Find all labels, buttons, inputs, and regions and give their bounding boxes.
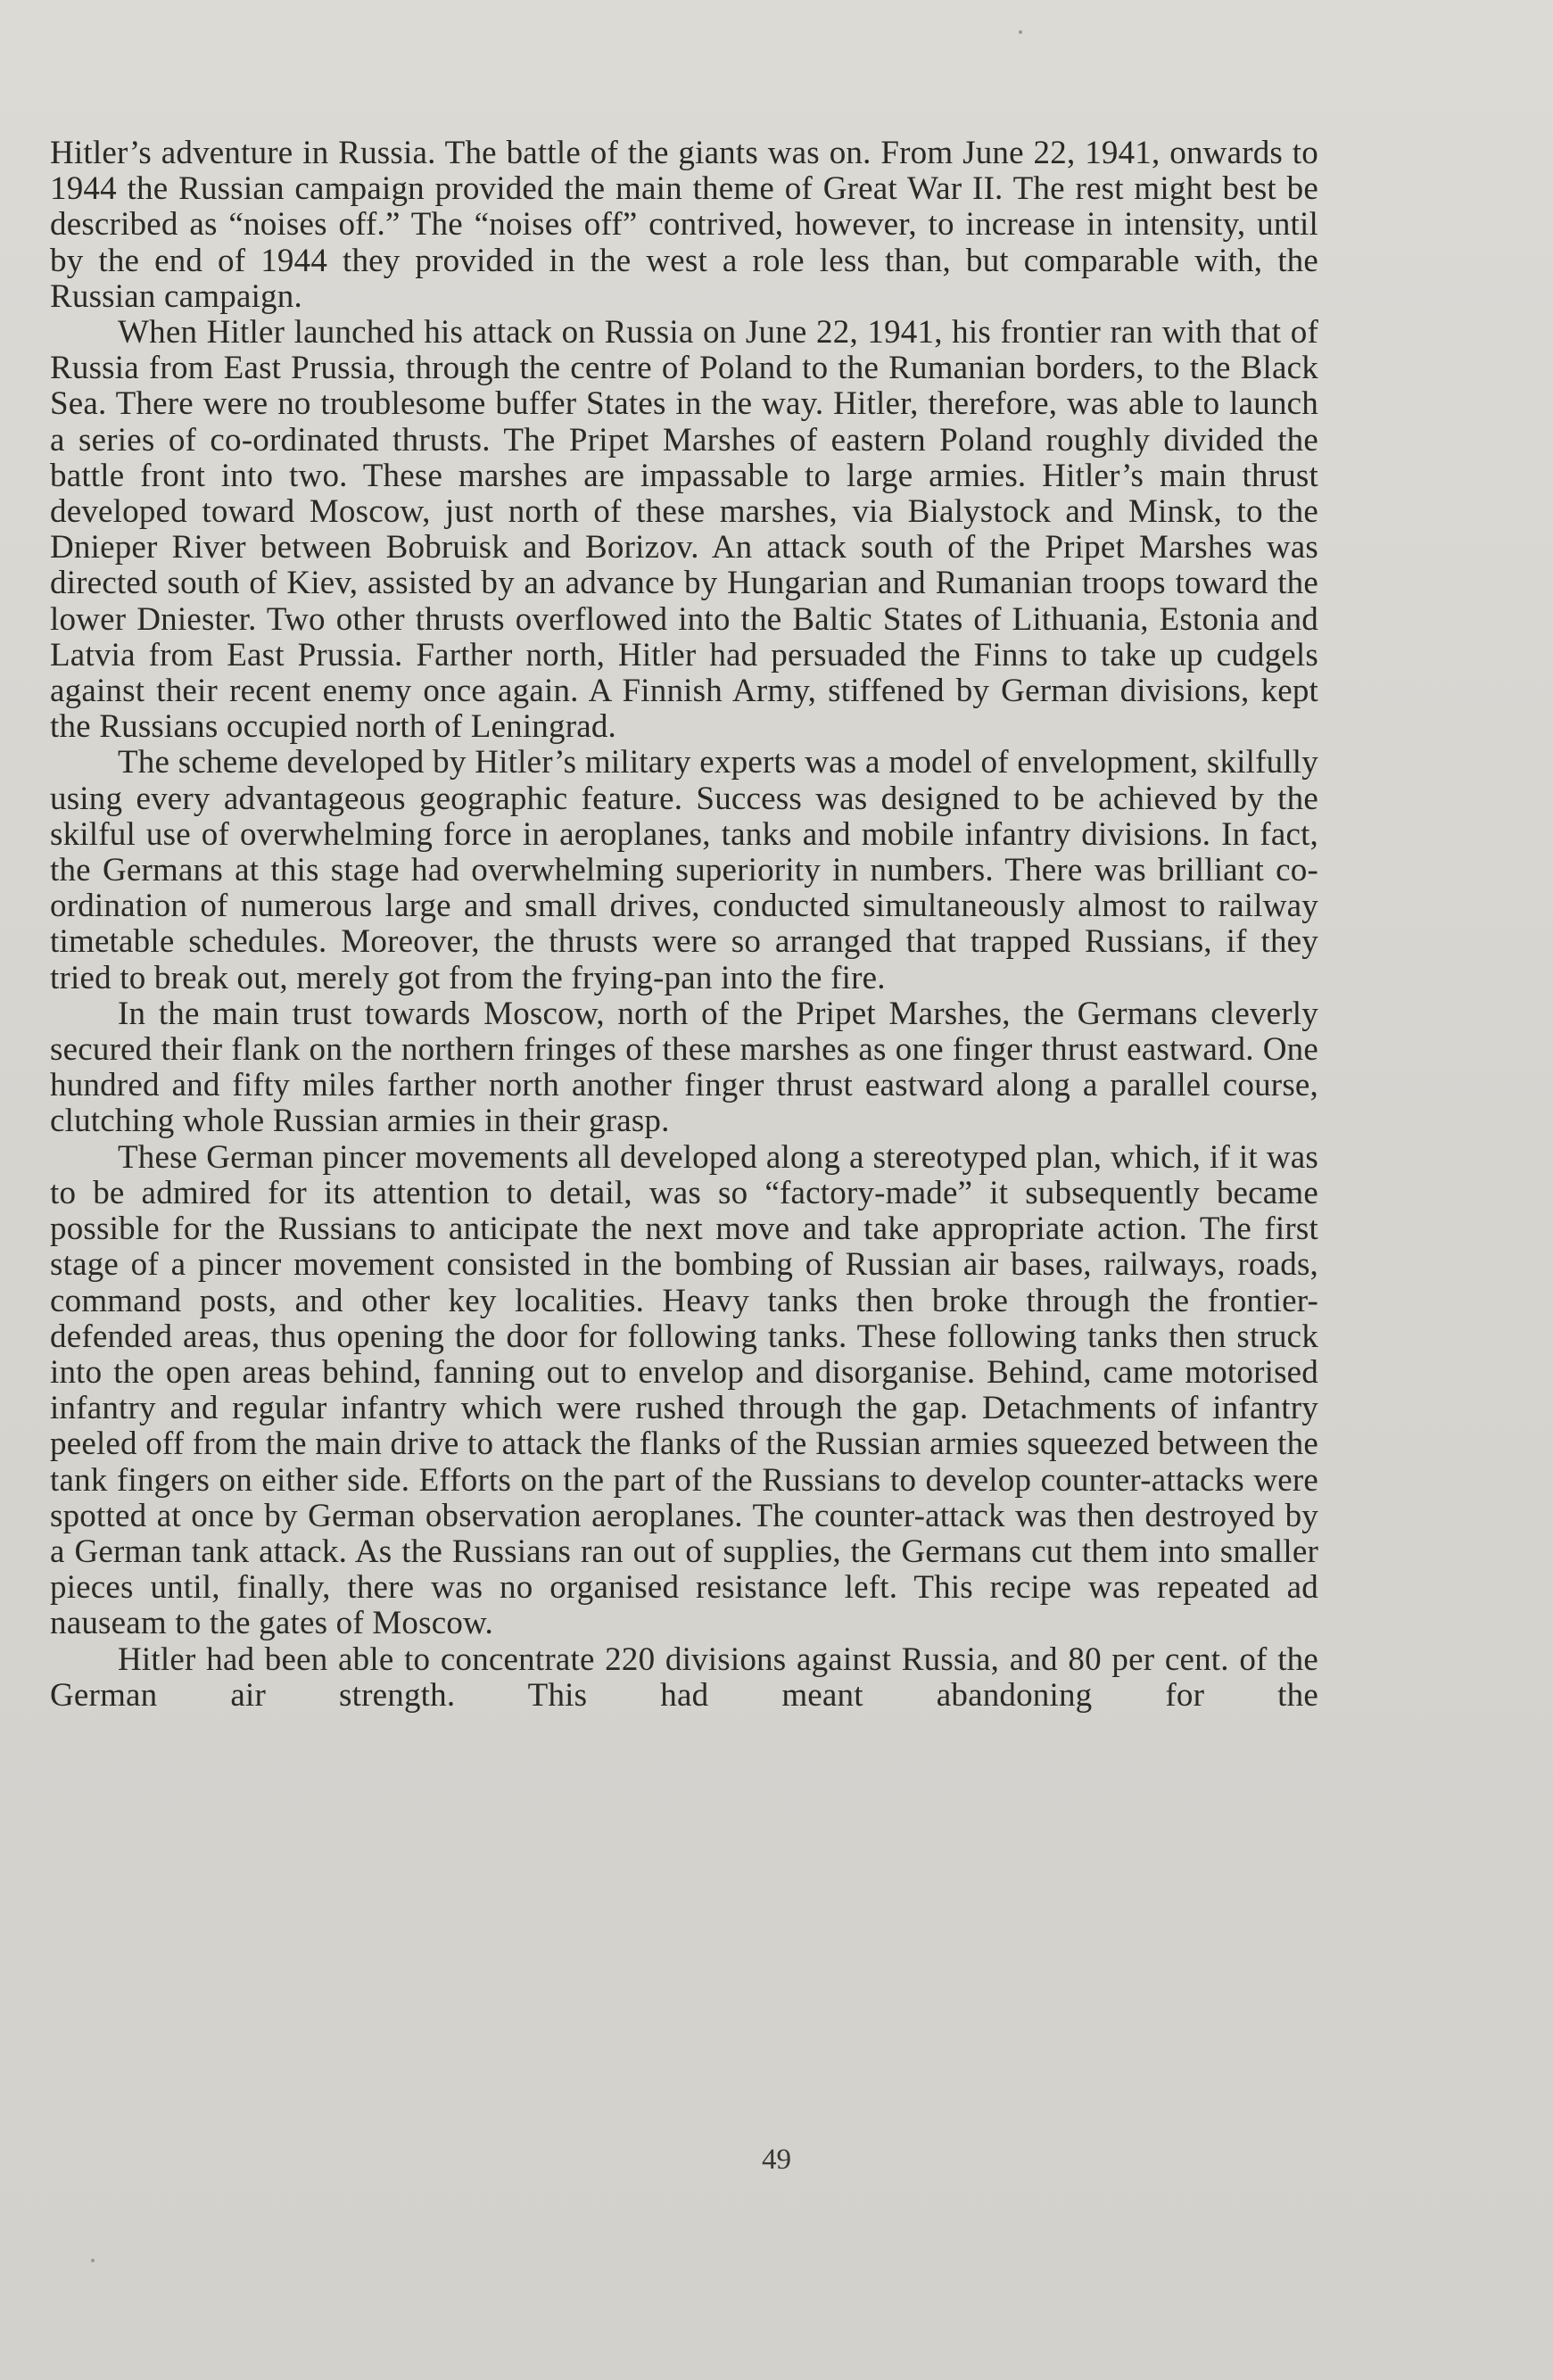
paragraph-6: Hitler had been able to concentrate 220 divisions against Russia, and 80 per cent. of the German air strength. This had meant abandoning for the	[50, 1640, 1318, 1714]
paper-speck	[1019, 30, 1022, 34]
paper-speck	[91, 2259, 95, 2262]
paragraph-5: These German pincer movements all developed along a stereotyped plan, which, if it was to be admired for its attention to detail, was so “factory-made” it subsequently became possible for the Russians to anticipate the next move and take appropriate action. The first stage of a pincer movement consisted in the bombing of Russian air bases, railways, roads, command posts, and other key localities. Heavy tanks then broke through the frontier-defended areas, thus opening the door for following tanks. These following tanks then struck into the open areas behind, fanning out to envelop and disorganise. Behind, came motorised infantry and regular infantry which were rushed through the gap. Detachments of infantry peeled off from the main drive to attack the flanks of the Russian armies squeezed between the tank fingers on either side. Efforts on the part of the Russians to develop counter-attacks were spotted at once by German observation aeroplanes. The counter-attack was then destroyed by a German tank attack. As the Russians ran out of supplies, the Germans cut them into smaller pieces until, finally, there was no organised resistance left. This recipe was repeated ad nauseam to the gates of Moscow.	[50, 1138, 1318, 1642]
paragraph-2: When Hitler launched his attack on Russia on June 22, 1941, his frontier ran with that of Russia from East Prussia, through the centre of Poland to the Rumanian borders, to the Black Sea. There were no troublesome buffer States in the way. Hitler, therefore, was able to launch a series of co-ordinated thrusts. The Pripet Marshes of eastern Poland roughly divided the battle front into two. These marshes are impassable to large armies. Hitler’s main thrust developed toward Moscow, just north of these marshes, via Bialystock and Minsk, to the Dnieper River between Bobruisk and Borizov. An attack south of the Pripet Marshes was directed south of Kiev, assisted by an advance by Hungarian and Rumanian troops toward the lower Dniester. Two other thrusts overflowed into the Baltic States of Lithuania, Estonia and Latvia from East Prussia. Farther north, Hitler had persuaded the Finns to take up cudgels against their recent enemy once again. A Finnish Army, stiffened by German divisions, kept the Russians occupied north of Leningrad.	[50, 314, 1318, 746]
paragraph-1: Hitler’s adventure in Russia. The battle of the giants was on. From June 22, 1941, onwards to 1944 the Russian campaign provided the main theme of Great War II. The rest might best be described as “noises off.” The “noises off” contrived, however, to increase in intensity, until by the end of 1944 they provided in the west a role less than, but comparable with, the Russian campaign.	[50, 135, 1318, 315]
body-text	[50, 136, 1318, 1714]
page-number: 49	[762, 2144, 791, 2176]
paragraph-3: The scheme developed by Hitler’s military experts was a model of envelopment, skilfully using every advantageous geographic feature. Success was designed to be achieved by the skilful use of overwhelming force in aeroplanes, tanks and mobile infantry divisions. In fact, the Germans at this stage had overwhelming superiority in numbers. There was brilliant co-ordination of numerous large and small drives, conducted simultaneously almost to railway timetable schedules. Moreover, the thrusts were so arranged that trapped Russians, if they tried to break out, merely got from the frying-pan into the fire.	[50, 744, 1318, 996]
paragraph-4: In the main trust towards Moscow, north of the Pripet Marshes, the Germans cleverly secured their flank on the northern fringes of these marshes as one finger thrust eastward. One hundred and fifty miles farther north another finger thrust eastward along a parallel course, clutching whole Russian armies in their grasp.	[50, 995, 1318, 1140]
